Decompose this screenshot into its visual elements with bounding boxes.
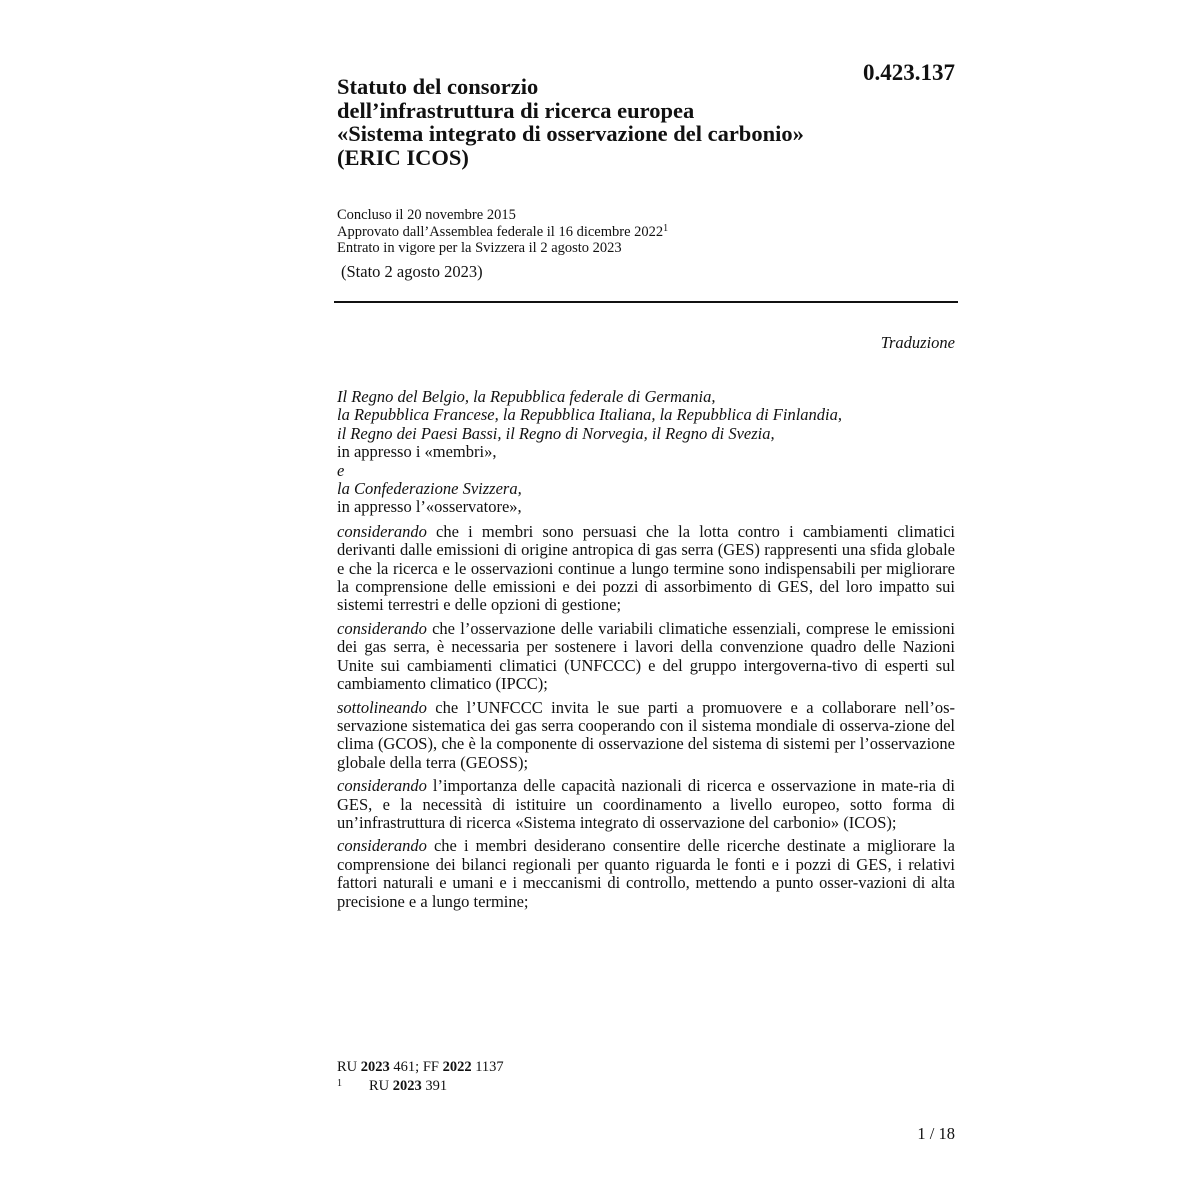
status-date: (Stato 2 agosto 2023) bbox=[341, 262, 483, 281]
ff-label: FF bbox=[422, 1059, 439, 1075]
recital-lead: sottolineando bbox=[337, 697, 427, 717]
title-line: dell’infrastruttura di ricerca europea bbox=[337, 97, 695, 123]
recital-text: che i membri desiderano consentire delle ricerche destinate a migliorare la comprensione dei bilanci regionali per quanto riguarda le fonti e i pozzi di GES, i relativi fattori naturali e umani e i meccanismi di controllo, mettendo a punto osser-vazioni di alta precisione e a lungo termine; bbox=[337, 836, 955, 911]
ff-page: 1137 bbox=[475, 1059, 504, 1075]
members-note: in appresso i «membri», bbox=[337, 442, 497, 462]
recital-lead: considerando bbox=[337, 618, 427, 638]
parties-line: Il Regno del Belgio, la Repubblica federale di Germania, bbox=[337, 387, 716, 406]
preamble bbox=[337, 388, 955, 911]
document-title bbox=[337, 75, 857, 169]
recital-paragraph bbox=[337, 837, 955, 911]
approved-date bbox=[337, 224, 668, 241]
ru-label: RU bbox=[369, 1078, 390, 1094]
in-force-date: Entrato in vigore per la Svizzera il 2 agosto 2023 bbox=[337, 240, 622, 256]
recital-text: l’importanza delle capacità nazionali di ricerca e osservazione in mate-ria di GES, e la necessità di istituire un coordinamento a livello europeo, sotto forma di un’infrastruttura di ricerca «Sistema integrato di osservazione del carbonio» (ICOS); bbox=[337, 776, 955, 832]
title-line: «Sistema integrato di osservazione del carbonio» bbox=[337, 121, 804, 146]
concluded-date: Concluso il 20 novembre 2015 bbox=[337, 207, 516, 223]
ru-year: 2023 bbox=[392, 1078, 422, 1094]
recital-text: che l’osservazione delle variabili climatiche essenziali, comprese le emissioni dei gas serra, è necessaria per sostenere i lavori della convenzione quadro delle Nazioni Unite sui cambiamenti climatici (UNFCCC) e del gruppo intergoverna-tivo di esperti sul cambiamento climatico (IPCC); bbox=[337, 618, 955, 694]
page-number: 1 / 18 bbox=[917, 1124, 955, 1143]
recital-lead: considerando bbox=[337, 776, 427, 796]
document-number: 0.423.137 bbox=[863, 60, 955, 85]
ru-page: 461; bbox=[393, 1059, 420, 1075]
recital-paragraph bbox=[337, 777, 955, 832]
recital-paragraph bbox=[337, 620, 955, 694]
title-line: Statuto del consorzio bbox=[337, 74, 539, 99]
parties-line: il Regno dei Paesi Bassi, il Regno di Norvegia, il Regno di Svezia, bbox=[337, 423, 775, 443]
ru-page: 391 bbox=[425, 1078, 448, 1094]
ru-label: RU bbox=[337, 1059, 358, 1075]
header-divider bbox=[334, 301, 958, 303]
footnote-1: 1 RU 2023 391 bbox=[337, 1078, 448, 1094]
approved-text: Approvato dall’Assemblea federale il 16 dicembre 2022 bbox=[337, 223, 664, 240]
footnote-ref[interactable]: 1 bbox=[663, 222, 669, 234]
recital-text: che l’UNFCCC invita le sue parti a promuovere e a collaborare nell’os-servazione sistematica dei gas serra cooperando con il sistema mondiale di osserva-zione del clima (GCOS), che è la componente di osservazione del sistema di sistemi per l’osservazione globale della terra (GEOSS); bbox=[337, 697, 955, 772]
recital-paragraph bbox=[337, 699, 955, 773]
recital-paragraph bbox=[337, 523, 955, 615]
translation-label: Traduzione bbox=[880, 333, 955, 352]
recital-lead: considerando bbox=[337, 521, 427, 541]
observer-note: in appresso l’«osservatore», bbox=[337, 497, 522, 517]
document-metadata bbox=[337, 207, 668, 257]
ru-year: 2023 bbox=[360, 1059, 390, 1075]
observer: la Confederazione Svizzera, bbox=[337, 479, 522, 499]
conjunction: e bbox=[337, 460, 345, 480]
parties-line: la Repubblica Francese, la Repubblica Italiana, la Repubblica di Finlandia, bbox=[337, 405, 842, 425]
recital-text: che i membri sono persuasi che la lotta contro i cambiamenti climatici derivanti dalle emissioni di origine antropica di gas serra (GES) rappresenti una sfida globale e che la ricerca e le osservazioni continue a lungo termine sono indispensabili per migliorare la comprensione delle emissioni e dei pozzi di assorbimento di GES, del loro impatto sui sistemi terrestri e delle opzioni di gestione; bbox=[337, 521, 955, 615]
ff-year: 2022 bbox=[442, 1059, 472, 1075]
footnotes bbox=[337, 1058, 504, 1096]
recital-lead: considerando bbox=[337, 836, 427, 856]
title-line: (ERIC ICOS) bbox=[337, 144, 469, 170]
source-reference bbox=[337, 1058, 504, 1077]
